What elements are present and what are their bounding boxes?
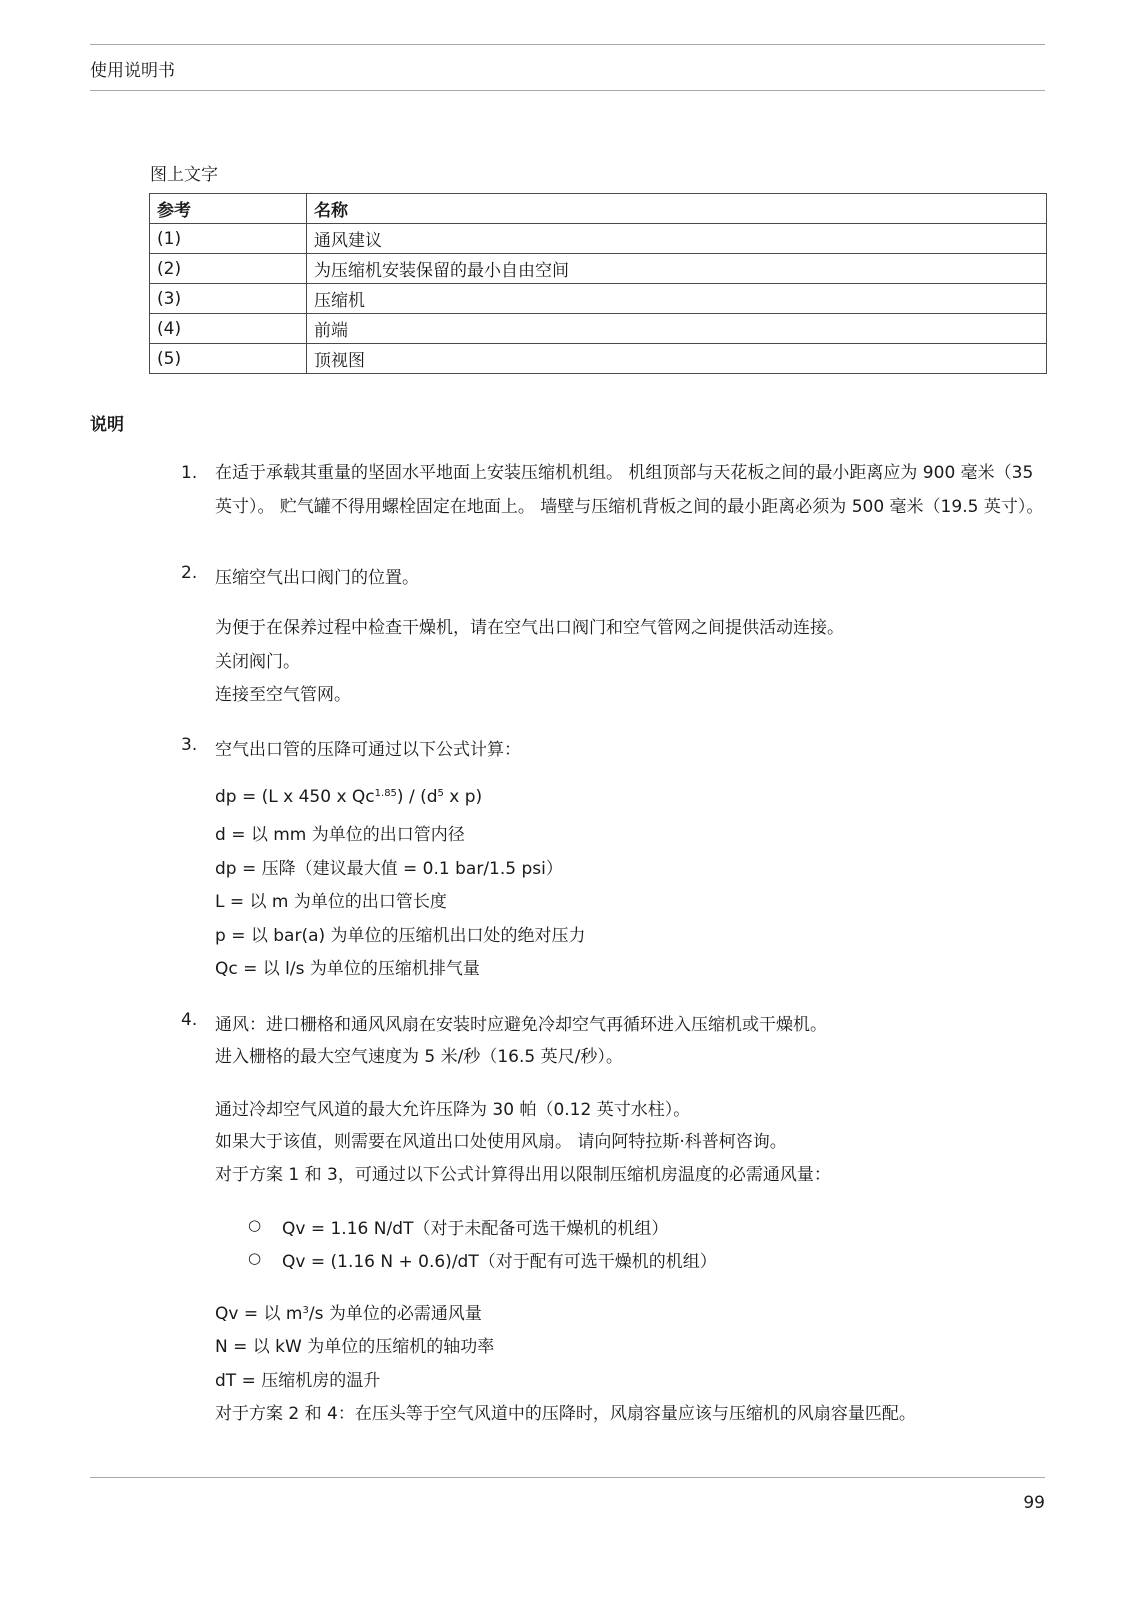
formula-def-qc: Qc = 以 l/s 为单位的压缩机排气量 (215, 959, 480, 979)
table-header-row (150, 194, 1047, 224)
table-row (150, 344, 1047, 374)
table-cell-ref: (1) (150, 224, 307, 254)
formula-part-a: dp = (L x 450 x Qc (215, 787, 375, 807)
bullet-formula-1: Qv = 1.16 N/dT（对于未配备可选干燥机的机组） (282, 1219, 669, 1239)
def-qv-part-a: Qv = 以 m (215, 1304, 303, 1324)
page-number: 99 (1023, 1493, 1045, 1513)
formula-part-b: ) / (d (396, 787, 438, 807)
table-cell-name: 为压缩机安装保留的最小自由空间 (307, 254, 1047, 284)
formula-def-p: p = 以 bar(a) 为单位的压缩机出口处的绝对压力 (215, 926, 586, 946)
def-qv (215, 1299, 482, 1324)
def-qv-part-b: /s 为单位的必需通风量 (308, 1304, 482, 1324)
header-top-rule (90, 44, 1045, 45)
table-cell-ref: (3) (150, 284, 307, 314)
table-row (150, 224, 1047, 254)
def-n: N = 以 kW 为单位的压缩机的轴功率 (215, 1337, 495, 1357)
table-cell-ref: (5) (150, 344, 307, 374)
table-cell-name: 顶视图 (307, 344, 1047, 374)
item-1-text: 在适于承载其重量的坚固水平地面上安装压缩机机组。 机组顶部与天花板之间的最小距离应为 900 毫米（35 英寸）。 贮气罐不得用螺栓固定在地面上。 墙壁与压缩机背板之间的最小距离必须为 500 毫米（19.5 英寸）。 (215, 463, 1044, 517)
pressure-drop-formula (215, 787, 482, 807)
def-dt: dT = 压缩机房的温升 (215, 1371, 381, 1391)
footer-rule (90, 1477, 1045, 1478)
bullet-formula-2: Qv = (1.16 N + 0.6)/dT（对于配有可选干燥机的机组） (282, 1252, 717, 1272)
column-header-name: 名称 (307, 194, 1047, 224)
legend-table (149, 193, 1047, 374)
header-bottom-rule (90, 90, 1045, 91)
def-qv-exponent: 3 (302, 1305, 309, 1316)
item-4-line-2: 进入栅格的最大空气速度为 5 米/秒（16.5 英尺/秒）。 (215, 1047, 623, 1067)
formula-part-c: x p) (443, 787, 483, 807)
table-row (150, 314, 1047, 344)
table-cell-name: 压缩机 (307, 284, 1047, 314)
item-2-line-3: 连接至空气管网。 (215, 685, 351, 705)
formula-def-l: L = 以 m 为单位的出口管长度 (215, 892, 447, 912)
item-1-number: 1. (181, 463, 198, 483)
table-cell-name: 前端 (307, 314, 1047, 344)
column-header-reference: 参考 (150, 194, 307, 224)
formula-def-dp: dp = 压降（建议最大值 = 0.1 bar/1.5 psi） (215, 859, 563, 879)
item-2-number: 2. (181, 563, 198, 583)
item-2-text: 压缩空气出口阀门的位置。 (215, 568, 419, 588)
item-3-text: 空气出口管的压降可通过以下公式计算： (215, 740, 521, 760)
item-4-text: 通风：进口栅格和通风风扇在安装时应避免冷却空气再循环进入压缩机或干燥机。 (215, 1015, 827, 1035)
fan-capacity-note: 对于方案 2 和 4：在压头等于空气风道中的压降时，风扇容量应该与压缩机的风扇容量匹配。 (215, 1404, 916, 1424)
figure-caption: 图上文字 (150, 165, 218, 185)
table-cell-ref: (2) (150, 254, 307, 284)
item-3-number: 3. (181, 735, 198, 755)
item-2-line-1: 为便于在保养过程中检查干燥机，请在空气出口阀门和空气管网之间提供活动连接。 (215, 618, 844, 638)
document-header-title: 使用说明书 (90, 61, 175, 81)
section-title: 说明 (90, 415, 124, 435)
item-4-number: 4. (181, 1010, 198, 1030)
bullet-circle-icon: ○ (248, 1216, 262, 1234)
item-4-note-3: 对于方案 1 和 3，可通过以下公式计算得出用以限制压缩机房温度的必需通风量： (215, 1165, 831, 1185)
bullet-circle-icon: ○ (248, 1249, 262, 1267)
formula-exponent-qc: 1.85 (374, 788, 397, 799)
item-4-note-2: 如果大于该值，则需要在风道出口处使用风扇。 请向阿特拉斯·科普柯咨询。 (215, 1132, 787, 1152)
item-2-line-2: 关闭阀门。 (215, 652, 300, 672)
table-cell-ref: (4) (150, 314, 307, 344)
formula-def-d: d = 以 mm 为单位的出口管内径 (215, 825, 465, 845)
table-cell-name: 通风建议 (307, 224, 1047, 254)
table-row (150, 254, 1047, 284)
table-row (150, 284, 1047, 314)
formula-exponent-d: 5 (437, 788, 444, 799)
item-4-note-1: 通过冷却空气风道的最大允许压降为 30 帕（0.12 英寸水柱）。 (215, 1100, 691, 1120)
